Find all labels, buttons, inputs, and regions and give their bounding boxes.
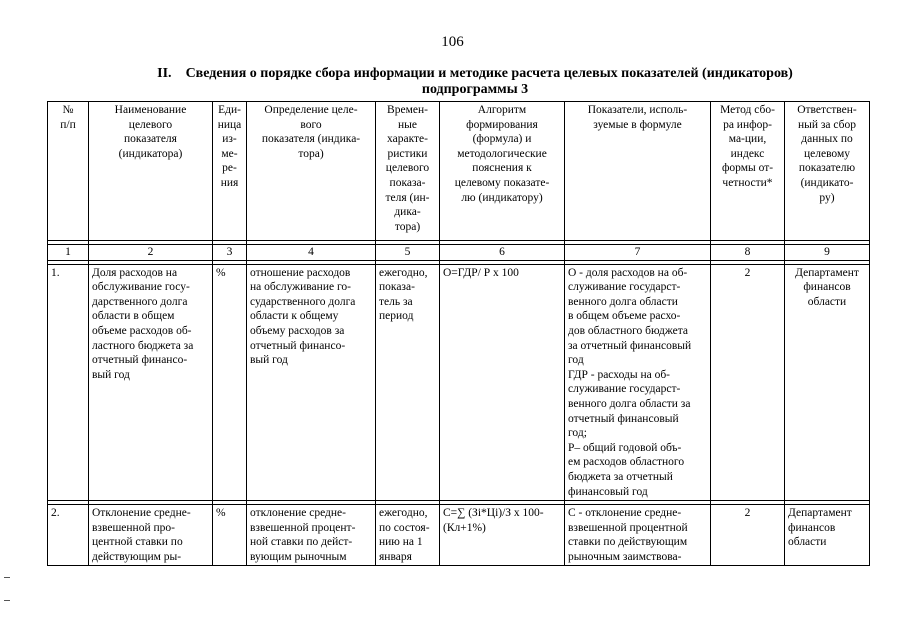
header-cell: Наименование целевого показателя (индикатора): [89, 102, 213, 241]
formula-cell: С=∑ (Зi*Цi)/З х 100- (Кл+1%): [440, 505, 565, 566]
method-cell: 2: [711, 264, 785, 501]
indicator-name: Доля расходов на обслуживание госу- дарственного долга области в общем объеме расходов об- ластного бюджета за отчетный финансо- вый год: [89, 264, 213, 501]
responsible-cell: Департамент финансов области: [785, 505, 870, 566]
row-number: 2.: [48, 505, 89, 566]
margin-mark: [4, 600, 10, 601]
page-number: 106: [441, 34, 464, 50]
column-number: 5: [376, 245, 440, 261]
formula-cell: О=ГДР/ Р х 100: [440, 264, 565, 501]
column-number: 4: [247, 245, 376, 261]
header-cell: Ответствен- ный за сбор данных по целевому показателю (индикато- ру): [785, 102, 870, 241]
responsible-cell: Департамент финансов области: [785, 264, 870, 501]
header-cell: Метод сбо- ра инфор- ма-ции, индекс формы от- четности*: [711, 102, 785, 241]
header-cell: Определение целе- вого показателя (индика- тора): [247, 102, 376, 241]
header-cell: Алгоритм формирования (формула) и методологические пояснения к целевому показате- лю (индикатору): [440, 102, 565, 241]
header-cell: Показатели, исполь- зуемые в формуле: [565, 102, 711, 241]
table-header-row: [48, 102, 870, 241]
heading-line-1: [110, 66, 840, 82]
column-number: 9: [785, 245, 870, 261]
indicators-cell: С - отклонение средне- взвешенной процентной ставки по действующим рыночным заимствова-: [565, 505, 711, 566]
table-row: [48, 505, 870, 566]
indicator-name: Отклонение средне- взвешенной про- центной ставки по действующим ры-: [89, 505, 213, 566]
timing-cell: ежегодно, по состоя- нию на 1 января: [376, 505, 440, 566]
indicators-table: [47, 101, 870, 566]
column-number: 1: [48, 245, 89, 261]
column-number: 7: [565, 245, 711, 261]
column-number: 8: [711, 245, 785, 261]
heading-title: Сведения о порядке сбора информации и методике расчета целевых показателей (индикаторов): [185, 66, 793, 81]
unit-cell: %: [213, 505, 247, 566]
definition-cell: отношение расходов на обслуживание го- сударственного долга области к общему объему расходов за отчетный финансо- вый год: [247, 264, 376, 501]
section-heading: [110, 66, 840, 98]
unit-cell: %: [213, 264, 247, 501]
section-number: II.: [157, 66, 172, 81]
row-number: 1.: [48, 264, 89, 501]
header-cell: Времен- ные характе- ристики целевого показа- теля (ин- дика- тора): [376, 102, 440, 241]
method-cell: 2: [711, 505, 785, 566]
column-number: 2: [89, 245, 213, 261]
definition-cell: отклонение средне- взвешенной процент- ной ставки по дейст- вующим рыночным: [247, 505, 376, 566]
header-cell: Еди- ница из- ме- ре- ния: [213, 102, 247, 241]
margin-mark: [4, 577, 10, 578]
heading-line-2: подпрограммы 3: [421, 82, 529, 97]
header-cell: № п/п: [48, 102, 89, 241]
column-number: 3: [213, 245, 247, 261]
column-number: 6: [440, 245, 565, 261]
timing-cell: ежегодно, показа- тель за период: [376, 264, 440, 501]
indicators-cell: О - доля расходов на об- служивание государст- венного долга области в общем объеме расхо- дов областного бюджета за отчетный финансовый год ГДР - расходы на об- служивание государст- венного долга области за отчетный финансовый год; Р– общий годовой объ- ем расходов областного бюджета за отчетный финансовый год: [565, 264, 711, 501]
column-number-row: [48, 245, 870, 261]
table-row: [48, 264, 870, 501]
